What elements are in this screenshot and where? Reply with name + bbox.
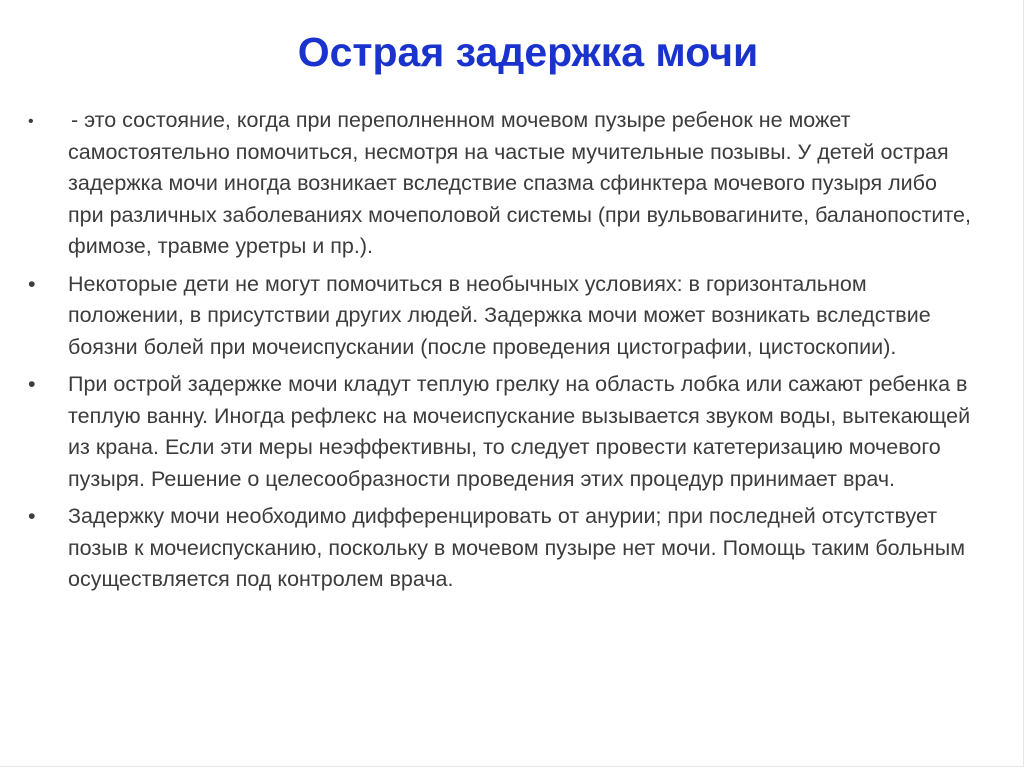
bullet-text: - это состояние, когда при переполненном мочевом пузыре ребенок не может самостоятельно помочиться, несмотря на частые мучительные позывы. У детей острая задержка мочи иногда возникает вследствие спазма сфинктера мочевого пузыря либо при различных заболеваниях мочеполовой системы (при вульвовагините, баланопостите, фимозе, травме уретры и пр.). [68,108,971,258]
bullet-text: При острой задержке мочи кладут теплую грелку на область лобка или сажают ребенка в теплую ванну. Иногда рефлекс на мочеиспускание вызывается звуком воды, вытекающей из крана. Если эти меры неэффективны, то следует провести катетеризацию мочевого пузыря. Решение о целесообразности проведения этих процедур принимает врач. [68,372,971,491]
bullet-icon: • [28,372,36,396]
bullet-list [28,105,973,602]
bullet-icon: • [28,504,36,528]
bullet-icon: • [28,113,34,130]
slide-title: Острая задержка мочи [297,29,759,75]
bullet-text: Некоторые дети не могут помочиться в необычных условиях: в горизонтальном положении, в присутствии других людей. Задержка мочи может возникать вследствие боязни болей при мочеиспускании (после проведения цистографии, цистоскопии). [68,271,931,359]
bullet-item-1 [28,105,973,263]
bullet-item-3 [28,369,973,495]
bullet-text: Задержку мочи необходимо дифференцировать от анурии; при последней отсутствует позыв к мочеиспусканию, поскольку в мочевом пузыре нет мочи. Помощь таким больным осуществляется под контролем врача. [68,504,965,591]
bullet-icon: • [28,271,36,296]
bullet-item-4 [28,501,973,596]
bullet-item-2 [28,269,973,364]
